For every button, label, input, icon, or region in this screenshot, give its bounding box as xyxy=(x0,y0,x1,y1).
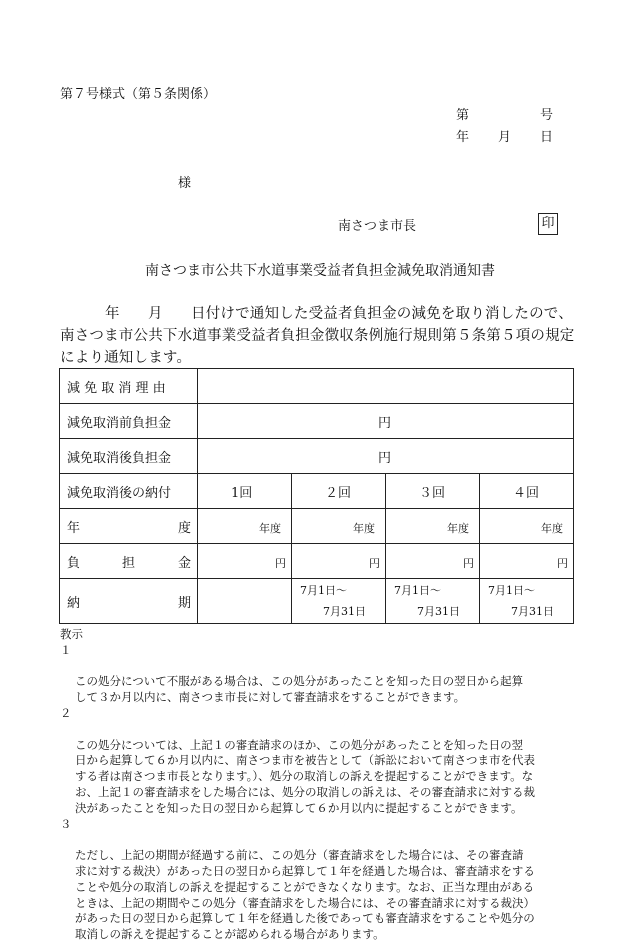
doc-number-prefix: 第 xyxy=(456,108,470,123)
fiscal-year-4: 年度 xyxy=(541,522,563,535)
body-line-3: により通知します。 xyxy=(60,350,192,366)
note-item-2 xyxy=(60,706,580,817)
body-year: 年 xyxy=(105,306,120,322)
note-text: ただし、上記の期間が経過する前に、この処分（審査請求をした場合には、その審査請 求に対する裁決）があった日の翌日から起算して１年を経過した場合は、審査請求をする ことや処分の取消しの訴えを提起することができなくなります。なお、正当な理由がある ときは、上記の期間やこの処分（審査請求をした場合には、その審査請求に対する裁決） があった日の翌日から起算して１年を経過した後であっても審査請求をすることや処分の 取消しの訴えを提起することが認められる場合があります。 xyxy=(75,848,535,942)
date-day: 日 xyxy=(540,130,554,145)
notes-heading: 教示 xyxy=(60,627,83,641)
addressee-honorific: 様 xyxy=(178,176,192,191)
installment-1: 1回 xyxy=(231,486,253,501)
due-end-3: 7月31日 xyxy=(417,605,460,618)
amount-yen-2: 円 xyxy=(369,557,380,570)
due-start-3: 7月1日～ xyxy=(394,584,441,597)
payments-label: 減免取消後の納付 xyxy=(67,486,172,501)
note-number: １ xyxy=(60,642,72,657)
due-label-a: 納 xyxy=(67,596,81,611)
note-text: この処分については、上記１の審査請求のほか、この処分があったことを知った日の翌 日から起算して６か月以内に、南さつま市を被告として（訴訟において南さつま市を代表 する者は南さつま市長となります。）、処分の取消しの訴えを提起することができます。な お、上記１の審査請求をした場合には、処分の取消しの訴えは、その審査請求に対する裁 決があったことを知った日の翌日から起算して６か月以内に提起することができます。 xyxy=(75,737,535,815)
note-item-3 xyxy=(60,817,580,943)
seal-stamp: 印 xyxy=(538,213,558,235)
body-line-1: 日付けで通知した受益者負担金の減免を取り消したので、 xyxy=(191,306,573,322)
amount-label-a: 負 xyxy=(67,556,81,571)
form-label: 第７号様式（第５条関係） xyxy=(60,87,217,102)
installment-3: ３回 xyxy=(419,486,446,501)
doc-number-suffix: 号 xyxy=(540,108,554,123)
before-amount-yen: 円 xyxy=(378,416,392,431)
due-start-4: 7月1日～ xyxy=(488,584,535,597)
amount-yen-1: 円 xyxy=(275,557,286,570)
body-line-2: 南さつま市公共下水道事業受益者負担金徴収条例施行規則第５条第５項の規定 xyxy=(60,328,575,344)
fiscal-year-2: 年度 xyxy=(353,522,375,535)
note-number: ２ xyxy=(60,705,72,720)
due-label-b: 期 xyxy=(178,596,192,611)
note-number: ３ xyxy=(60,816,72,831)
fiscal-year-1: 年度 xyxy=(259,522,281,535)
date-year: 年 xyxy=(456,130,470,145)
year-label-a: 年 xyxy=(67,521,81,536)
installment-2: ２回 xyxy=(325,486,352,501)
note-text: この処分について不服がある場合は、この処分があったことを知った日の翌日から起算 して３か月以内に、南さつま市長に対して審査請求をすることができます。 xyxy=(75,674,524,705)
due-end-2: 7月31日 xyxy=(323,605,366,618)
before-amount-label: 減免取消前負担金 xyxy=(67,416,172,431)
due-end-4: 7月31日 xyxy=(511,605,554,618)
reduction-cancel-table xyxy=(59,368,574,624)
amount-label-c: 金 xyxy=(178,556,192,571)
amount-label-b: 担 xyxy=(122,556,136,571)
year-label-b: 度 xyxy=(178,521,192,536)
amount-yen-4: 円 xyxy=(557,557,568,570)
fiscal-year-3: 年度 xyxy=(447,522,469,535)
after-amount-yen: 円 xyxy=(378,451,392,466)
reason-label: 減 免 取 消 理 由 xyxy=(67,381,166,396)
installment-4: ４回 xyxy=(513,486,540,501)
instruction-notes xyxy=(60,627,580,943)
due-start-2: 7月1日～ xyxy=(300,584,347,597)
date-month: 月 xyxy=(498,130,512,145)
body-month: 月 xyxy=(148,306,163,322)
note-item-1 xyxy=(60,643,580,706)
document-title: 南さつま市公共下水道事業受益者負担金減免取消通知書 xyxy=(145,263,495,279)
sender-name: 南さつま市長 xyxy=(338,219,417,234)
after-amount-label: 減免取消後負担金 xyxy=(67,451,172,466)
amount-yen-3: 円 xyxy=(463,557,474,570)
